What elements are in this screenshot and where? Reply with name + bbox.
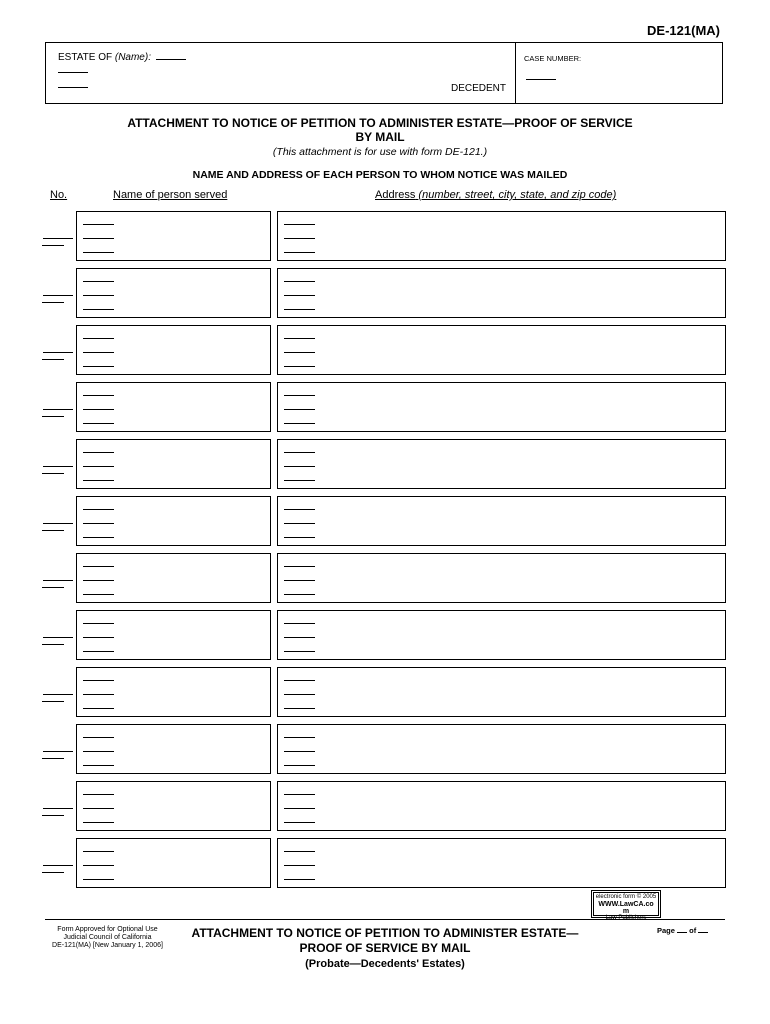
section-heading: NAME AND ADDRESS OF EACH PERSON TO WHOM NOTICE WAS MAILED (192, 169, 568, 181)
address-line-2[interactable] (284, 751, 315, 752)
address-field[interactable] (277, 496, 726, 546)
name-line-3[interactable] (83, 879, 114, 880)
address-line-2[interactable] (284, 808, 315, 809)
title-line-1: ATTACHMENT TO NOTICE OF PETITION TO ADMINISTER ESTATE—PROOF OF SERVICE (127, 116, 633, 130)
address-line-3[interactable] (284, 423, 315, 424)
stamp-line-1: electronic form © 2005 (595, 894, 657, 900)
name-line-2[interactable] (83, 409, 114, 410)
address-line-3[interactable] (284, 708, 315, 709)
name-field[interactable] (76, 439, 271, 489)
name-field[interactable] (76, 268, 271, 318)
title-line-2: BY MAIL (355, 130, 405, 144)
row-number-field[interactable] (43, 694, 73, 695)
estate-name-line-3[interactable] (58, 87, 88, 88)
address-line-3[interactable] (284, 480, 315, 481)
page-number (657, 926, 708, 935)
name-line-1[interactable] (83, 224, 114, 225)
name-line-2[interactable] (83, 352, 114, 353)
row-number-field[interactable] (43, 580, 73, 581)
service-row (40, 496, 730, 548)
row-number-line[interactable] (42, 872, 64, 873)
case-number-label: CASE NUMBER: (524, 54, 582, 63)
row-number-line[interactable] (42, 758, 64, 759)
name-field[interactable] (76, 211, 271, 261)
name-field[interactable] (76, 496, 271, 546)
address-field[interactable] (277, 610, 726, 660)
row-number-field[interactable] (43, 409, 73, 410)
row-number-field[interactable] (43, 238, 73, 239)
name-line-1[interactable] (83, 281, 114, 282)
row-number-field[interactable] (43, 523, 73, 524)
name-field[interactable] (76, 838, 271, 888)
footer-title-line-1: ATTACHMENT TO NOTICE OF PETITION TO ADMINISTER ESTATE— (191, 926, 579, 940)
service-row (40, 325, 730, 377)
row-number-line[interactable] (42, 701, 64, 702)
name-line-3[interactable] (83, 423, 114, 424)
name-field[interactable] (76, 724, 271, 774)
name-line-2[interactable] (83, 295, 114, 296)
address-line-3[interactable] (284, 366, 315, 367)
name-line-1[interactable] (83, 566, 114, 567)
address-line-3[interactable] (284, 651, 315, 652)
address-field[interactable] (277, 781, 726, 831)
address-line-1[interactable] (284, 737, 315, 738)
name-line-1[interactable] (83, 509, 114, 510)
row-number-field[interactable] (43, 295, 73, 296)
address-line-1[interactable] (284, 623, 315, 624)
row-number-field[interactable] (43, 466, 73, 467)
address-field[interactable] (277, 439, 726, 489)
page-total-field[interactable] (698, 932, 708, 933)
address-line-1[interactable] (284, 224, 315, 225)
address-hint: (number, street, city, state, and zip code) (418, 189, 617, 201)
address-line-2[interactable] (284, 580, 315, 581)
name-line-3[interactable] (83, 594, 114, 595)
estate-name-line-2[interactable] (58, 72, 88, 73)
address-line-2[interactable] (284, 352, 315, 353)
estate-name-field[interactable] (156, 59, 186, 60)
address-field[interactable] (277, 382, 726, 432)
address-line-2[interactable] (284, 637, 315, 638)
service-row (40, 382, 730, 434)
address-line-2[interactable] (284, 295, 315, 296)
name-line-1[interactable] (83, 338, 114, 339)
name-line-3[interactable] (83, 309, 114, 310)
name-field[interactable] (76, 382, 271, 432)
row-number-field[interactable] (43, 865, 73, 866)
address-field[interactable] (277, 325, 726, 375)
address-line-1[interactable] (284, 851, 315, 852)
row-number-line[interactable] (42, 530, 64, 531)
row-number-field[interactable] (43, 751, 73, 752)
address-line-2[interactable] (284, 466, 315, 467)
stamp-line-4: Law Publishers (605, 915, 647, 921)
row-number-line[interactable] (42, 815, 64, 816)
address-line-1[interactable] (284, 281, 315, 282)
stamp-line-3: m (622, 908, 630, 915)
address-field[interactable] (277, 553, 726, 603)
address-line-1[interactable] (284, 794, 315, 795)
address-field[interactable] (277, 211, 726, 261)
row-number-line[interactable] (42, 587, 64, 588)
name-line-3[interactable] (83, 651, 114, 652)
row-number-line[interactable] (42, 245, 64, 246)
address-line-2[interactable] (284, 523, 315, 524)
address-line-1[interactable] (284, 566, 315, 567)
address-line-2[interactable] (284, 238, 315, 239)
address-line-3[interactable] (284, 822, 315, 823)
address-line-3[interactable] (284, 252, 315, 253)
name-line-3[interactable] (83, 822, 114, 823)
name-line-2[interactable] (83, 865, 114, 866)
name-line-3[interactable] (83, 252, 114, 253)
address-line-1[interactable] (284, 338, 315, 339)
address-line-3[interactable] (284, 879, 315, 880)
name-line-3[interactable] (83, 480, 114, 481)
name-line-1[interactable] (83, 851, 114, 852)
row-number-line[interactable] (42, 473, 64, 474)
name-line-2[interactable] (83, 694, 114, 695)
address-label: Address (375, 189, 416, 201)
address-line-3[interactable] (284, 765, 315, 766)
service-row (40, 610, 730, 662)
row-number-field[interactable] (43, 808, 73, 809)
service-row (40, 838, 730, 890)
service-row (40, 553, 730, 605)
case-number-field[interactable] (526, 79, 556, 80)
name-line-2[interactable] (83, 751, 114, 752)
name-line-2[interactable] (83, 637, 114, 638)
name-line-2[interactable] (83, 808, 114, 809)
service-row (40, 724, 730, 776)
name-hint: (Name): (114, 52, 151, 63)
row-number-field[interactable] (43, 352, 73, 353)
name-line-3[interactable] (83, 537, 114, 538)
estate-of-text: ESTATE OF (58, 52, 113, 63)
footer-title-line-2: PROOF OF SERVICE BY MAIL (299, 941, 471, 955)
name-line-1[interactable] (83, 737, 114, 738)
estate-of-label (58, 52, 186, 91)
name-line-2[interactable] (83, 466, 114, 467)
address-line-2[interactable] (284, 865, 315, 866)
page-title (100, 116, 660, 144)
service-row (40, 667, 730, 719)
footer-rule (45, 919, 725, 920)
name-field[interactable] (76, 667, 271, 717)
address-field[interactable] (277, 268, 726, 318)
caption-box (45, 42, 723, 104)
row-number-line[interactable] (42, 302, 64, 303)
address-line-3[interactable] (284, 537, 315, 538)
column-header-name: Name of person served (113, 189, 228, 201)
address-line-3[interactable] (284, 594, 315, 595)
name-field[interactable] (76, 610, 271, 660)
row-number-line[interactable] (42, 644, 64, 645)
service-row (40, 211, 730, 263)
page-subtitle: (This attachment is for use with form DE-121.) (272, 146, 488, 158)
address-field[interactable] (277, 838, 726, 888)
name-field[interactable] (76, 781, 271, 831)
address-line-1[interactable] (284, 395, 315, 396)
address-line-2[interactable] (284, 409, 315, 410)
name-field[interactable] (76, 553, 271, 603)
name-line-1[interactable] (83, 623, 114, 624)
footer-subtitle: (Probate—Decedents' Estates) (305, 958, 465, 970)
address-line-1[interactable] (284, 509, 315, 510)
name-line-3[interactable] (83, 366, 114, 367)
stamp-line-2: WWW.LawCA.co (598, 901, 654, 908)
row-number-field[interactable] (43, 637, 73, 638)
address-field[interactable] (277, 724, 726, 774)
row-number-line[interactable] (42, 416, 64, 417)
address-line-1[interactable] (284, 680, 315, 681)
publisher-stamp (591, 890, 661, 921)
column-header-address (375, 189, 616, 201)
address-line-2[interactable] (284, 694, 315, 695)
name-line-1[interactable] (83, 680, 114, 681)
footer-left-line-1: Form Approved for Optional Use (57, 926, 158, 933)
name-field[interactable] (76, 325, 271, 375)
name-line-1[interactable] (83, 794, 114, 795)
footer-left-line-2: Judicial Council of California (63, 934, 152, 941)
footer-left-line-3: DE-121(MA) [New January 1, 2006] (52, 942, 163, 949)
name-line-2[interactable] (83, 580, 114, 581)
name-line-2[interactable] (83, 523, 114, 524)
footer-title (175, 926, 595, 956)
name-line-3[interactable] (83, 765, 114, 766)
service-row (40, 439, 730, 491)
decedent-label: DECEDENT (451, 83, 507, 94)
form-id: DE-121(MA) (647, 23, 720, 38)
footer-approval (45, 926, 170, 950)
column-header-no: No. (50, 189, 68, 201)
service-row (40, 268, 730, 320)
page-label: Page (657, 926, 675, 935)
caption-divider (515, 43, 516, 103)
name-line-1[interactable] (83, 452, 114, 453)
name-line-1[interactable] (83, 395, 114, 396)
service-row (40, 781, 730, 833)
address-line-3[interactable] (284, 309, 315, 310)
name-line-3[interactable] (83, 708, 114, 709)
page-number-field[interactable] (677, 932, 687, 933)
row-number-line[interactable] (42, 359, 64, 360)
of-label: of (689, 926, 697, 935)
name-line-2[interactable] (83, 238, 114, 239)
address-line-1[interactable] (284, 452, 315, 453)
address-field[interactable] (277, 667, 726, 717)
